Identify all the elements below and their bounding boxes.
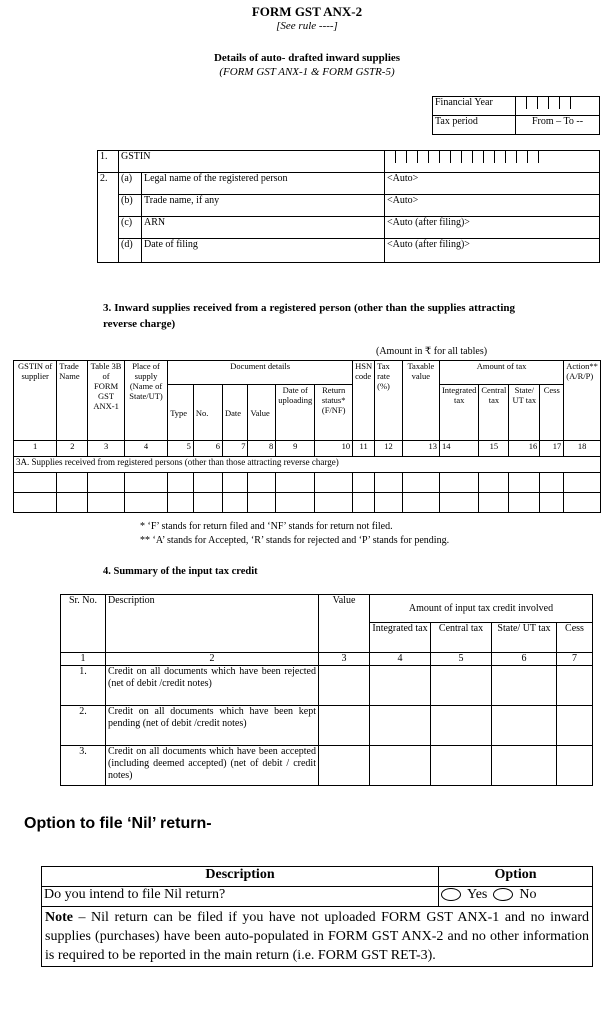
nil-return-table: [41, 866, 593, 967]
h-gstin-supplier: GSTIN of supplier: [14, 361, 57, 441]
note-label: Note: [45, 910, 73, 925]
row-desc: Credit on all documents which have been accepted (including deemed accepted) (net of debit / credit notes): [106, 746, 319, 786]
sub-c: (c): [119, 217, 142, 239]
section3-heading: 3. Inward supplies received from a registered person (other than the supplies attracting reverse charge): [103, 302, 515, 330]
h-hsn: HSN code: [353, 361, 375, 441]
fy-value[interactable]: [516, 97, 600, 116]
col-num: 11: [353, 441, 375, 457]
footnote-action: ** ‘A’ stands for Accepted, ‘R’ stands for rejected and ‘P’ stands for pending.: [140, 535, 450, 546]
legal-name-value: <Auto>: [385, 173, 600, 195]
h-amount-tax: Amount of tax: [439, 361, 563, 385]
table-row: [61, 666, 593, 706]
h-upload-date: Date of uploading: [276, 385, 315, 441]
col-num: 18: [564, 441, 601, 457]
h-cess: Cess: [557, 623, 593, 653]
nil-heading: Option to file ‘Nil’ return-: [24, 815, 212, 832]
period-table: [432, 96, 600, 135]
h-cgst: Central tax: [431, 623, 492, 653]
table-row: [14, 493, 601, 513]
yes-label: Yes: [467, 887, 488, 902]
h-sgst: State/ UT tax: [492, 623, 557, 653]
h-action: Action** (A/R/P): [564, 361, 601, 441]
row-desc: Credit on all documents which have been kept pending (net of debit /credit notes): [106, 706, 319, 746]
footnote-return-status: * ‘F’ stands for return filed and ‘NF’ stands for return not filed.: [140, 521, 393, 532]
column-numbers-row: [14, 441, 601, 457]
h-description: Description: [106, 595, 319, 653]
col-num: 8: [248, 441, 276, 457]
col-num: 1: [14, 441, 57, 457]
col-num: 16: [509, 441, 540, 457]
col-num: 3: [88, 441, 124, 457]
itc-summary-table: [60, 594, 593, 786]
arn-value: <Auto (after filing)>: [385, 217, 600, 239]
gstin-table: [97, 150, 600, 263]
trade-name-label: Trade name, if any: [142, 195, 385, 217]
col-num: 5: [431, 653, 492, 666]
col-num: 2: [106, 653, 319, 666]
h-type: Type: [168, 385, 194, 441]
inward-supplies-table: [13, 360, 601, 513]
col-num: 7: [557, 653, 593, 666]
trade-name-value: <Auto>: [385, 195, 600, 217]
form-subtitle: Details of auto- drafted inward supplies: [213, 52, 401, 64]
h-place-supply: Place of supply (Name of State/UT): [124, 361, 167, 441]
col-num: 4: [124, 441, 167, 457]
amount-note: (Amount in ₹ for all tables): [376, 346, 488, 357]
h-itc-amount: Amount of input tax credit involved: [370, 595, 593, 623]
yes-radio[interactable]: [441, 888, 461, 901]
h-value: Value: [248, 385, 276, 441]
arn-label: ARN: [142, 217, 385, 239]
nil-note: [42, 907, 593, 967]
note-text: – Nil return can be filed if you have not uploaded FORM GST ANX-1 and no inward supplies (purchases) have been auto-populated in FORM GST ANX-2 and no other information is required to be reported in the main return (i.e. FORM GST RET-3).: [45, 910, 589, 963]
col-num: 15: [479, 441, 509, 457]
col-num: 4: [370, 653, 431, 666]
h-no: No.: [193, 385, 222, 441]
h-sgst: State/ UT tax: [509, 385, 540, 441]
h-igst: Integrated tax: [439, 385, 478, 441]
gstin-boxes[interactable]: [385, 151, 600, 173]
sub-a: (a): [119, 173, 142, 195]
col-num: 7: [222, 441, 247, 457]
col-num: 5: [168, 441, 194, 457]
gstin-label: GSTIN: [119, 151, 385, 173]
col-num: 12: [375, 441, 403, 457]
h-cgst: Central tax: [479, 385, 509, 441]
column-numbers-row: [61, 653, 593, 666]
nil-options: [439, 887, 593, 907]
col-num: 9: [276, 441, 315, 457]
h-cess: Cess: [540, 385, 564, 441]
col-num: 13: [402, 441, 439, 457]
col-num: 10: [315, 441, 353, 457]
h-value: Value: [319, 595, 370, 653]
row-no: 3.: [61, 746, 106, 786]
sub-b: (b): [119, 195, 142, 217]
col-num: 17: [540, 441, 564, 457]
h-trade-name: Trade Name: [57, 361, 88, 441]
table-row: [61, 706, 593, 746]
nil-question: Do you intend to file Nil return?: [42, 887, 439, 907]
h-document-details: Document details: [168, 361, 353, 385]
row-no: 1.: [61, 666, 106, 706]
table-row: [14, 473, 601, 493]
fy-label: Financial Year: [433, 97, 516, 116]
h-date: Date: [222, 385, 247, 441]
rule-ref: [See rule ----]: [276, 20, 338, 32]
row-3a-label: 3A. Supplies received from registered persons (other than those attracting reverse charge): [14, 457, 601, 473]
tp-value[interactable]: From – To --: [516, 116, 600, 135]
h-table3b: Table 3B of FORM GST ANX-1: [88, 361, 124, 441]
section4-heading: 4. Summary of the input tax credit: [103, 566, 258, 577]
h-sr-no: Sr. No.: [61, 595, 106, 653]
no-radio[interactable]: [493, 888, 513, 901]
legal-name-label: Legal name of the registered person: [142, 173, 385, 195]
tp-label: Tax period: [433, 116, 516, 135]
form-subtitle-2: (FORM GST ANX-1 & FORM GSTR-5): [219, 66, 395, 78]
h-igst: Integrated tax: [370, 623, 431, 653]
table-row: [61, 746, 593, 786]
row-desc: Credit on all documents which have been rejected (net of debit /credit notes): [106, 666, 319, 706]
col-num: 14: [439, 441, 478, 457]
row-no: 2.: [61, 706, 106, 746]
no-label: No: [519, 887, 537, 902]
h-tax-rate: Tax rate (%): [375, 361, 403, 441]
h-return-status: Return status* (F/NF): [315, 385, 353, 441]
h-nil-description: Description: [42, 867, 439, 887]
h-nil-option: Option: [439, 867, 593, 887]
form-title: FORM GST ANX-2: [251, 4, 363, 19]
col-num: 1: [61, 653, 106, 666]
col-num: 2: [57, 441, 88, 457]
col-num: 6: [193, 441, 222, 457]
date-filing-value: <Auto (after filing)>: [385, 239, 600, 263]
h-taxable-value: Taxable value: [402, 361, 439, 441]
col-num: 6: [492, 653, 557, 666]
sub-d: (d): [119, 239, 142, 263]
gstin-row-no: 1.: [98, 151, 119, 173]
row2-no: 2.: [98, 173, 119, 263]
date-filing-label: Date of filing: [142, 239, 385, 263]
col-num: 3: [319, 653, 370, 666]
